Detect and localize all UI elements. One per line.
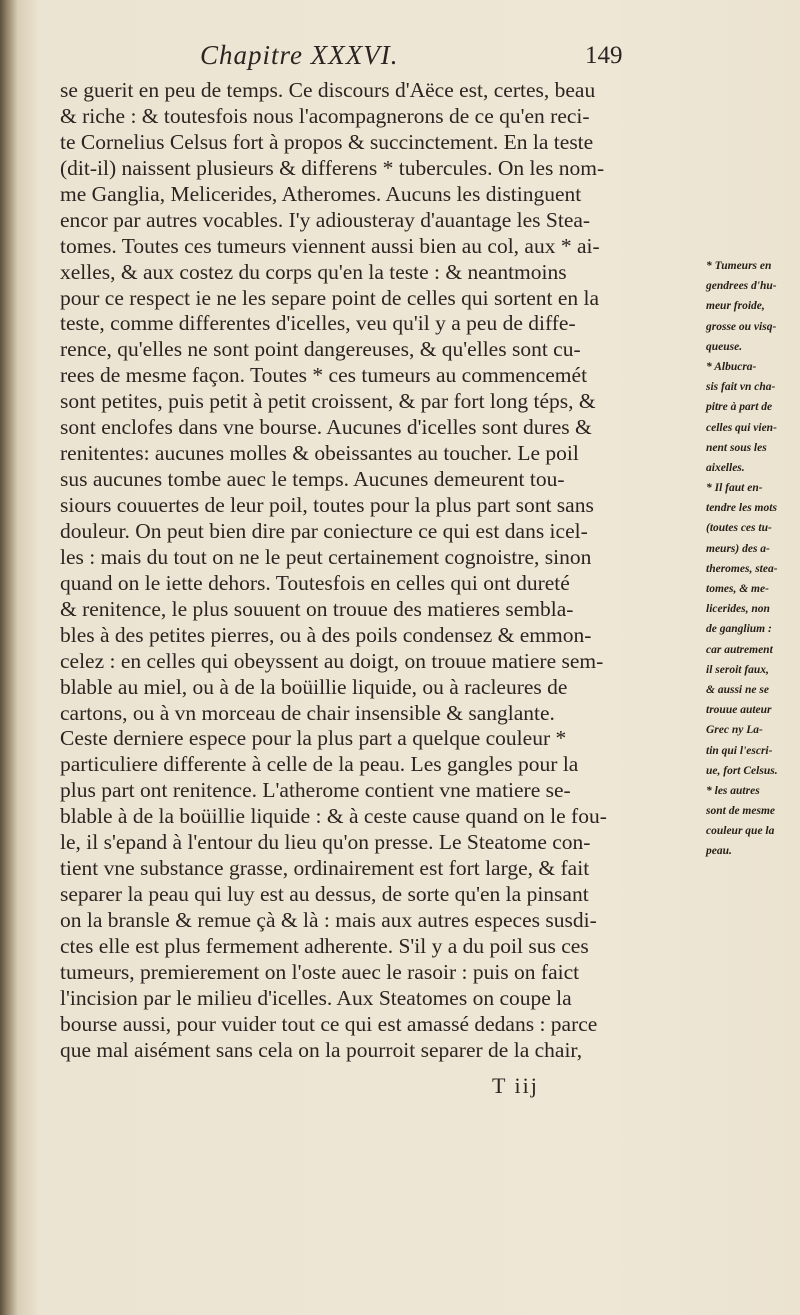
margin-note-line: nent sous les: [706, 441, 767, 454]
text-line: bourse aussi, pour vuider tout ce qui est amassé dedans : parce: [60, 1011, 598, 1036]
text-line: rees de mesme façon. Toutes * ces tumeurs au commencemét: [60, 363, 588, 388]
margin-note-line: sis fait vn cha-: [706, 381, 776, 394]
margin-note-line: * Albucra-: [706, 360, 757, 373]
text-line: encor par autres vocables. I'y adiousteray d'auantage les Stea-: [60, 207, 591, 232]
margin-note-line: grosse ou visq-: [706, 320, 777, 333]
text-line: renitentes: aucunes molles & obeissantes au toucher. Le poil: [60, 441, 579, 466]
margin-note-line: de ganglium :: [706, 623, 772, 636]
text-line: separer la peau qui luy est au dessus, de sorte qu'en la pinsant: [60, 882, 589, 907]
text-line: se guerit en peu de temps. Ce discours d'Aëce est, certes, beau: [60, 78, 596, 102]
text-line: & riche : & toutesfois nous l'acompagnerons de ce qu'en reci-: [60, 103, 590, 128]
margin-note-line: gendrees d'hu-: [706, 280, 777, 293]
text-line: sus aucunes tombe auec le temps. Aucunes demeurent tou-: [60, 467, 565, 492]
margin-note-line: aixelles.: [706, 461, 745, 474]
text-line: cartons, ou à vn morceau de chair insensible & sanglante.: [60, 700, 555, 725]
margin-note-line: couleur que la: [706, 825, 775, 838]
text-line: sont enclofes dans vne bourse. Aucunes d'icelles sont dures &: [60, 415, 592, 440]
margin-note-line: il seroit faux,: [706, 663, 769, 676]
text-line: tomes. Toutes ces tumeurs viennent aussi bien au col, aux * ai-: [60, 233, 600, 258]
text-line: te Cornelius Celsus fort à propos & succinctement. En la teste: [60, 129, 594, 154]
text-line: celez : en celles qui obeyssent au doigt, on trouue matiere sem-: [60, 648, 604, 673]
text-line: teste, comme differentes d'icelles, veu qu'il y a peu de diffe-: [60, 311, 576, 336]
text-line: on la bransle & remue çà & là : mais aux autres especes susdi-: [60, 908, 597, 932]
page-number: 149: [585, 42, 623, 69]
margin-note-line: * les autres: [706, 784, 760, 797]
text-line: Ceste derniere espece pour la plus part a quelque couleur *: [60, 726, 567, 751]
margin-note-line: theromes, stea-: [706, 562, 778, 575]
margin-note-line: tendre les mots: [706, 502, 777, 515]
margin-note-line: meurs) des a-: [706, 542, 770, 555]
margin-note-line: (toutes ces tu-: [706, 522, 772, 535]
margin-notes: [706, 256, 800, 862]
text-line: l'incision par le milieu d'icelles. Aux Steatomes on coupe la: [60, 985, 572, 1010]
signature-mark: T iij: [492, 1073, 539, 1098]
text-line: que mal aisément sans cela on la pourroit separer de la chair,: [60, 1037, 583, 1062]
margin-note-line: Grec ny La-: [706, 724, 763, 737]
margin-note-line: ue, fort Celsus.: [706, 764, 778, 777]
text-line: quand on le iette dehors. Toutesfois en celles qui ont dureté: [60, 570, 570, 595]
text-line: plus part ont renitence. L'atherome contient vne matiere se-: [60, 778, 571, 803]
margin-note-line: tomes, & me-: [706, 583, 769, 595]
text-line: (dit-il) naissent plusieurs & differens * tubercules. On les nom-: [60, 155, 605, 180]
text-line: bles à des petites pierres, ou à des poils condensez & emmon-: [60, 622, 592, 647]
text-line: pour ce respect ie ne les separe point de celles qui sortent en la: [60, 285, 600, 310]
text-line: tumeurs, premierement on l'oste auec le rasoir : puis on faict: [60, 959, 580, 984]
margin-note-line: meur froide,: [706, 300, 765, 313]
text-line: le, il s'epand à l'entour du lieu qu'on presse. Le Steatome con-: [60, 830, 591, 855]
margin-note-line: queuse.: [706, 340, 743, 353]
margin-note-line: tin qui l'escri-: [706, 744, 773, 757]
text-line: les : mais du tout on ne le peut certainement cognoistre, sinon: [60, 544, 592, 569]
text-line: ctes elle est plus fermement adherente. S'il y a du poil sus ces: [60, 933, 589, 958]
text-line: siours couuertes de leur poil, toutes pour la plus part sont sans: [60, 493, 594, 517]
margin-note-line: pitre à part de: [706, 401, 773, 414]
text-line: sont petites, puis petit à petit croissent, & par fort long téps, &: [60, 389, 596, 414]
text-line: rence, qu'elles ne sont point dangereuses, & qu'elles sont cu-: [60, 337, 581, 362]
text-line: particuliere differente à celle de la peau. Les gangles pour la: [60, 752, 579, 777]
main-text-column: [60, 78, 744, 1064]
margin-note-line: licerides, non: [706, 603, 770, 616]
text-line: xelles, & aux costez du corps qu'en la teste : & neantmoins: [60, 259, 567, 284]
margin-note-line: * Il faut en-: [706, 482, 763, 495]
running-title: Chapitre XXXVI.: [200, 40, 399, 70]
margin-note-line: sont de mesme: [706, 805, 775, 818]
text-line: & renitence, le plus souuent on trouue des matieres sembla-: [60, 596, 574, 621]
text-line: me Ganglia, Melicerides, Atheromes. Aucuns les distinguent: [60, 181, 582, 206]
text-line: blable au miel, ou à de la boüillie liquide, ou à racleures de: [60, 674, 568, 699]
margin-note-line: celles qui vien-: [706, 421, 777, 434]
margin-note-line: & aussi ne se: [706, 683, 769, 696]
page-header: [0, 34, 800, 74]
margin-note-line: trouue auteur: [706, 704, 772, 717]
text-line: douleur. On peut bien dire par coniecture ce qui est dans icel-: [60, 518, 588, 543]
text-line: blable à de la boüillie liquide : & à ceste cause quand on le fou-: [60, 804, 607, 829]
margin-note-line: * Tumeurs en: [706, 260, 772, 272]
text-line: tient vne substance grasse, ordinairement est fort large, & fait: [60, 856, 590, 881]
margin-note-line: peau.: [706, 845, 732, 858]
margin-note-line: car autrement: [706, 643, 773, 656]
